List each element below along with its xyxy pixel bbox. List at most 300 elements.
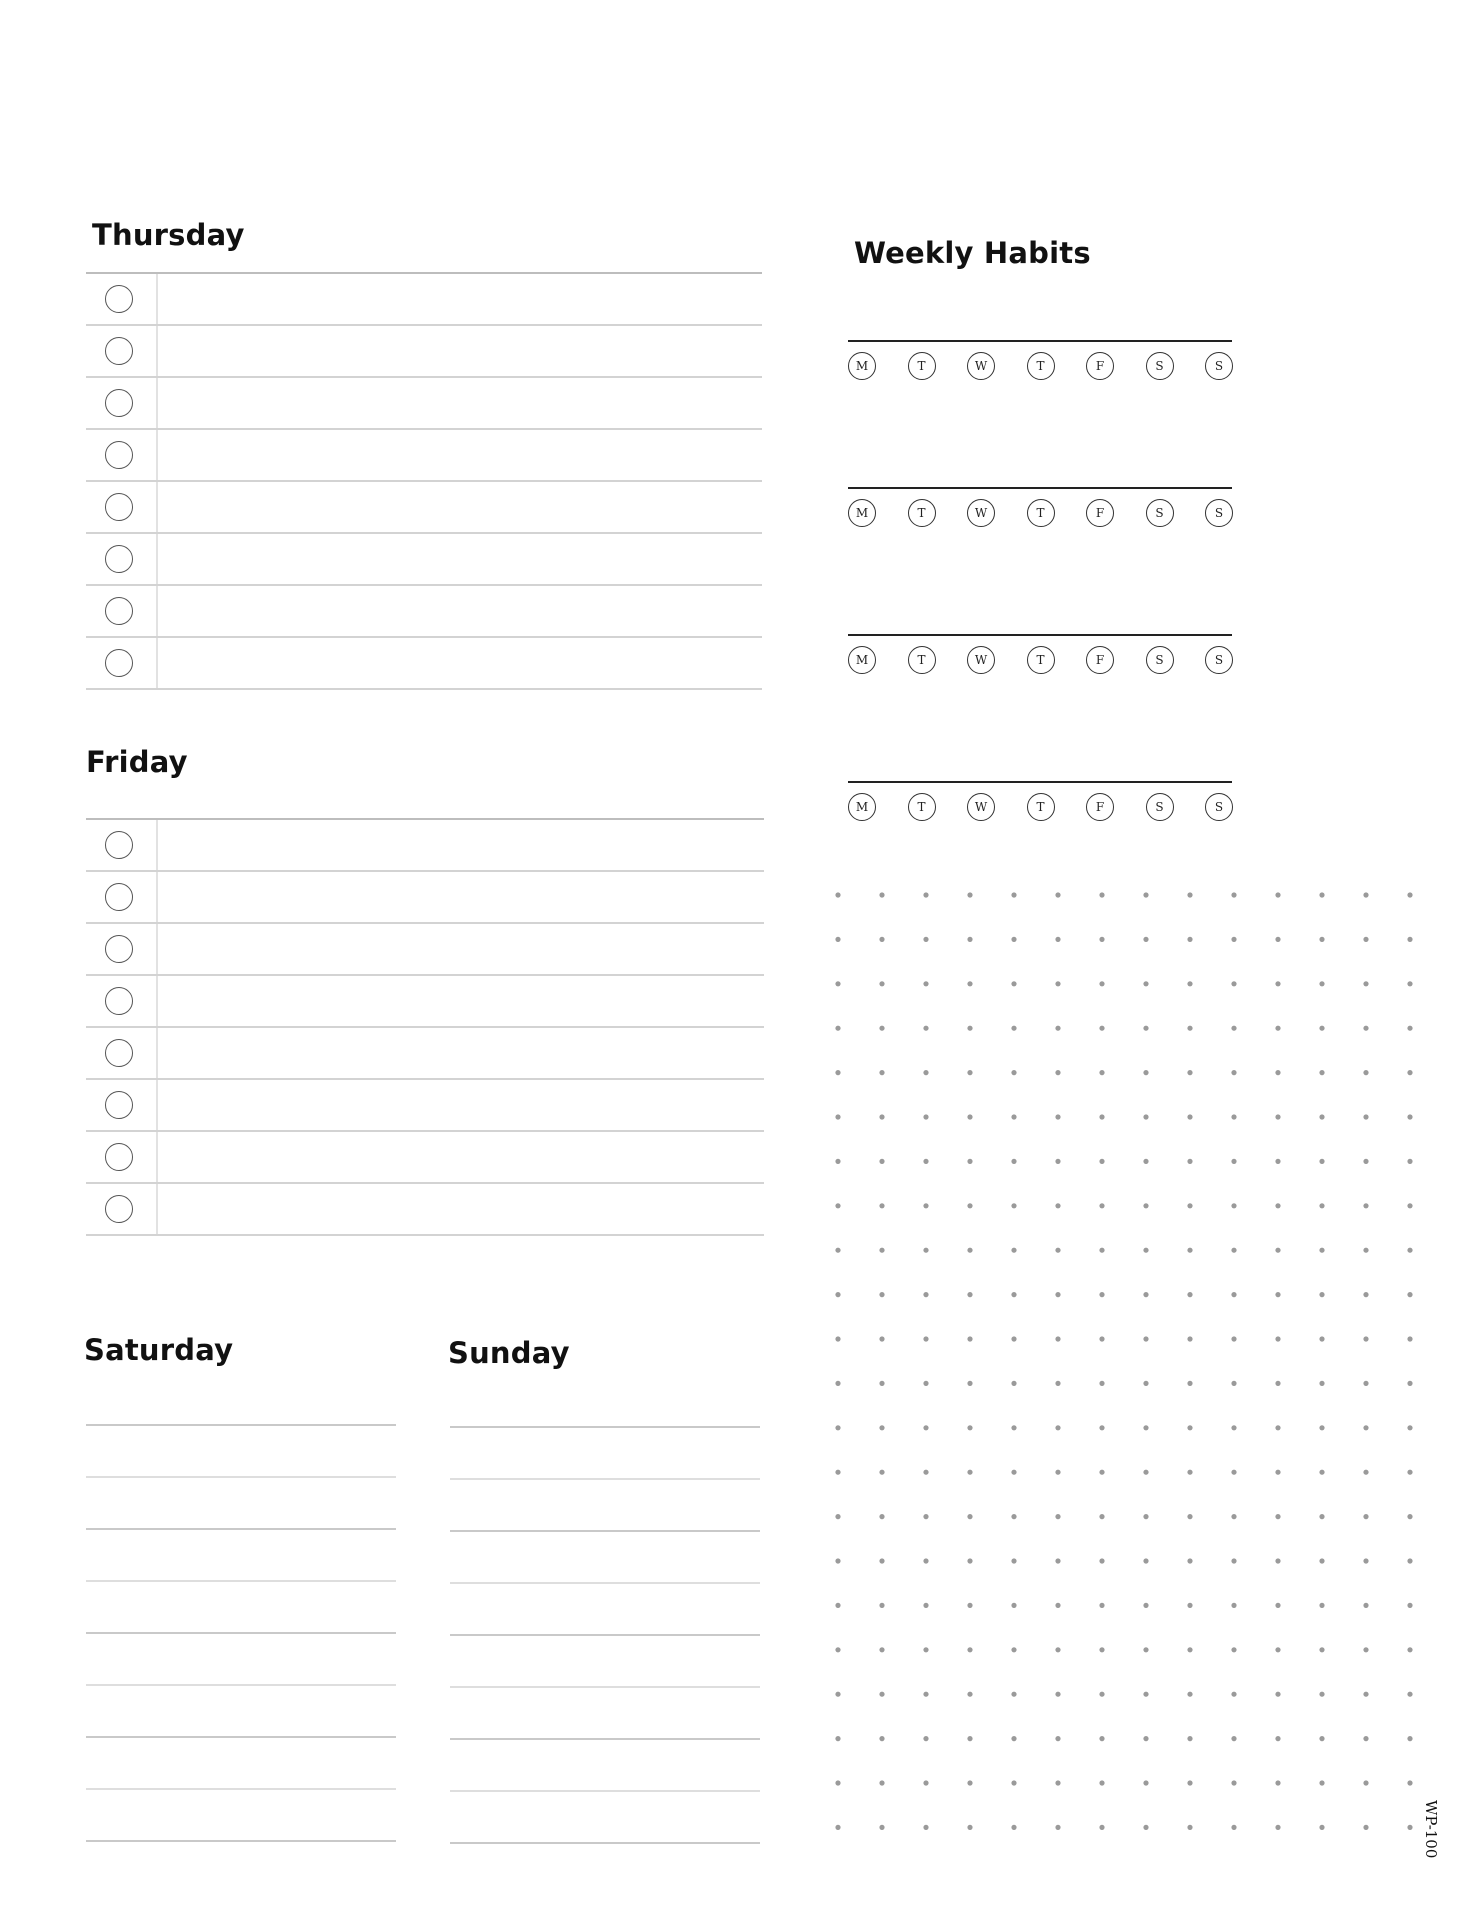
grid-dot (1143, 937, 1148, 942)
grid-dot (1143, 1514, 1148, 1519)
grid-dot (1319, 1248, 1324, 1253)
friday-heading: Friday (86, 745, 188, 779)
habit-day-circle[interactable]: M (848, 793, 876, 821)
grid-dot (835, 1780, 840, 1785)
grid-dot (967, 1736, 972, 1741)
habit-day-circle[interactable]: W (967, 646, 995, 674)
grid-dot (1099, 1558, 1104, 1563)
grid-dot (1363, 1381, 1368, 1386)
habit-name-line[interactable] (848, 487, 1232, 489)
grid-dot (879, 1070, 884, 1075)
grid-dot (967, 1825, 972, 1830)
habit-day-circle[interactable]: T (1027, 793, 1055, 821)
thursday-task-checkbox[interactable] (105, 337, 133, 365)
grid-dot (1363, 1558, 1368, 1563)
grid-dot (1187, 1647, 1192, 1652)
grid-dot (1363, 937, 1368, 942)
friday-task-checkbox[interactable] (105, 1195, 133, 1223)
habit-day-circle[interactable]: S (1146, 793, 1174, 821)
grid-dot (1055, 1336, 1060, 1341)
thursday-task-row[interactable] (86, 430, 762, 482)
grid-dot (1231, 1248, 1236, 1253)
grid-dot (1407, 1292, 1412, 1297)
grid-dot (1187, 1425, 1192, 1430)
grid-dot (1055, 981, 1060, 986)
grid-dot (1099, 1425, 1104, 1430)
grid-dot (1187, 1203, 1192, 1208)
grid-dot (967, 1470, 972, 1475)
grid-dot (1011, 1026, 1016, 1031)
grid-dot (967, 1203, 972, 1208)
thursday-task-checkbox[interactable] (105, 597, 133, 625)
grid-dot (1231, 1780, 1236, 1785)
grid-dot (1143, 1070, 1148, 1075)
grid-dot (1319, 892, 1324, 897)
saturday-heading: Saturday (84, 1333, 234, 1367)
grid-dot (1143, 1736, 1148, 1741)
grid-dot (879, 1736, 884, 1741)
grid-dot (1319, 1825, 1324, 1830)
grid-dot (835, 1558, 840, 1563)
saturday-writing-line (86, 1840, 396, 1842)
grid-dot (1055, 1780, 1060, 1785)
grid-dot (1099, 1026, 1104, 1031)
page-code-label: WP-100 (1422, 1800, 1440, 1859)
grid-dot (1407, 892, 1412, 897)
thursday-task-row[interactable] (86, 638, 762, 690)
grid-dot (1319, 1470, 1324, 1475)
grid-dot (1407, 981, 1412, 986)
grid-dot (1231, 981, 1236, 986)
grid-dot (1011, 1425, 1016, 1430)
grid-dot (1363, 981, 1368, 986)
grid-dot (967, 1381, 972, 1386)
habit-day-circle[interactable]: W (967, 352, 995, 380)
sunday-writing-line (450, 1426, 760, 1428)
grid-dot (1231, 1159, 1236, 1164)
grid-dot (1363, 1026, 1368, 1031)
grid-dot (1011, 1470, 1016, 1475)
saturday-writing-line (86, 1736, 396, 1738)
grid-dot (1407, 1159, 1412, 1164)
thursday-task-row[interactable] (86, 378, 762, 430)
grid-dot (1231, 1203, 1236, 1208)
grid-dot (1099, 1825, 1104, 1830)
grid-dot (879, 1336, 884, 1341)
grid-dot (1231, 1381, 1236, 1386)
habit-day-circle[interactable]: F (1086, 352, 1114, 380)
sunday-writing-line (450, 1686, 760, 1688)
thursday-task-row[interactable] (86, 534, 762, 586)
grid-dot (1231, 1114, 1236, 1119)
friday-task-row[interactable] (86, 1080, 764, 1132)
grid-dot (1011, 1825, 1016, 1830)
sunday-writing-line (450, 1842, 760, 1844)
grid-dot (1011, 1514, 1016, 1519)
grid-dot (1231, 1336, 1236, 1341)
grid-dot (1099, 1070, 1104, 1075)
grid-dot (967, 1425, 972, 1430)
sunday-writing-line (450, 1478, 760, 1480)
habit-day-circle[interactable]: S (1146, 352, 1174, 380)
friday-task-list (86, 818, 764, 1234)
thursday-task-row[interactable] (86, 274, 762, 326)
grid-dot (1319, 1114, 1324, 1119)
grid-dot (1187, 892, 1192, 897)
friday-task-checkbox[interactable] (105, 1143, 133, 1171)
grid-dot (1275, 1736, 1280, 1741)
grid-dot (1363, 1336, 1368, 1341)
grid-dot (1143, 981, 1148, 986)
grid-dot (923, 892, 928, 897)
grid-dot (1055, 1292, 1060, 1297)
grid-dot (1319, 1647, 1324, 1652)
grid-dot (967, 1603, 972, 1608)
saturday-notes-area[interactable] (86, 1424, 396, 1844)
habit-day-circle[interactable]: T (1027, 646, 1055, 674)
grid-dot (1275, 1470, 1280, 1475)
grid-dot (1407, 1470, 1412, 1475)
grid-dot (879, 937, 884, 942)
grid-dot (1319, 981, 1324, 986)
habit-day-circle[interactable]: M (848, 646, 876, 674)
grid-dot (835, 1381, 840, 1386)
grid-dot (1275, 937, 1280, 942)
grid-dot (1319, 1070, 1324, 1075)
grid-dot (1319, 1425, 1324, 1430)
grid-dot (1187, 1159, 1192, 1164)
grid-dot (1143, 1825, 1148, 1830)
habit-row (848, 781, 1232, 831)
grid-dot (879, 1203, 884, 1208)
grid-dot (1275, 1248, 1280, 1253)
friday-task-row[interactable] (86, 1184, 764, 1236)
saturday-writing-line (86, 1684, 396, 1686)
grid-dot (1055, 1647, 1060, 1652)
habit-name-line[interactable] (848, 781, 1232, 783)
grid-dot (1099, 892, 1104, 897)
grid-dot (1407, 1692, 1412, 1697)
grid-dot (967, 937, 972, 942)
grid-dot (1055, 1114, 1060, 1119)
grid-dot (879, 1159, 884, 1164)
habit-day-circle[interactable]: T (1027, 352, 1055, 380)
thursday-task-checkbox[interactable] (105, 649, 133, 677)
habit-day-circle[interactable]: W (967, 499, 995, 527)
grid-dot (967, 1514, 972, 1519)
grid-dot (1363, 1248, 1368, 1253)
friday-task-row[interactable] (86, 820, 764, 872)
grid-dot (1363, 1114, 1368, 1119)
grid-dot (1407, 937, 1412, 942)
habit-day-circle[interactable]: S (1205, 499, 1233, 527)
grid-dot (1363, 1603, 1368, 1608)
habit-day-circle[interactable]: T (908, 793, 936, 821)
grid-dot (1319, 1780, 1324, 1785)
grid-dot (1275, 981, 1280, 986)
habit-day-circle[interactable]: T (908, 352, 936, 380)
habit-day-circle[interactable]: T (1027, 499, 1055, 527)
grid-dot (1099, 1603, 1104, 1608)
grid-dot (1407, 1558, 1412, 1563)
grid-dot (1407, 1248, 1412, 1253)
grid-dot (1187, 1470, 1192, 1475)
grid-dot (1275, 1070, 1280, 1075)
grid-dot (1055, 1736, 1060, 1741)
grid-dot (1363, 1203, 1368, 1208)
grid-dot (1231, 1425, 1236, 1430)
habit-name-line[interactable] (848, 340, 1232, 342)
grid-dot (1275, 1692, 1280, 1697)
grid-dot (1055, 1248, 1060, 1253)
grid-dot (1187, 1381, 1192, 1386)
grid-dot (1055, 1603, 1060, 1608)
grid-dot (879, 981, 884, 986)
grid-dot (1363, 1159, 1368, 1164)
grid-dot (1275, 1603, 1280, 1608)
grid-dot (1011, 1692, 1016, 1697)
grid-dot (1363, 1780, 1368, 1785)
grid-dot (923, 1558, 928, 1563)
grid-dot (967, 981, 972, 986)
grid-dot (967, 1780, 972, 1785)
friday-task-row[interactable] (86, 872, 764, 924)
grid-dot (1143, 1381, 1148, 1386)
grid-dot (1319, 1026, 1324, 1031)
grid-dot (1231, 1603, 1236, 1608)
grid-dot (1407, 1336, 1412, 1341)
grid-dot (1011, 892, 1016, 897)
friday-task-checkbox[interactable] (105, 987, 133, 1015)
grid-dot (879, 1647, 884, 1652)
grid-dot (1231, 1470, 1236, 1475)
grid-dot (835, 1647, 840, 1652)
grid-dot (835, 1248, 840, 1253)
grid-dot (923, 1114, 928, 1119)
grid-dot (879, 1114, 884, 1119)
grid-dot (1275, 1203, 1280, 1208)
grid-dot (1011, 1558, 1016, 1563)
grid-dot (1187, 1070, 1192, 1075)
habit-day-circle[interactable]: F (1086, 646, 1114, 674)
grid-dot (1407, 1381, 1412, 1386)
grid-dot (1363, 1514, 1368, 1519)
grid-dot (1231, 1026, 1236, 1031)
grid-dot (1055, 892, 1060, 897)
grid-dot (835, 1425, 840, 1430)
friday-task-checkbox[interactable] (105, 831, 133, 859)
grid-dot (1407, 1114, 1412, 1119)
grid-dot (1099, 981, 1104, 986)
grid-dot (1231, 1292, 1236, 1297)
grid-dot (1099, 1159, 1104, 1164)
grid-dot (967, 1692, 972, 1697)
grid-dot (923, 1159, 928, 1164)
thursday-task-row[interactable] (86, 326, 762, 378)
grid-dot (923, 1780, 928, 1785)
grid-dot (1011, 1736, 1016, 1741)
grid-dot (1319, 1336, 1324, 1341)
grid-dot (1275, 1114, 1280, 1119)
friday-task-checkbox[interactable] (105, 883, 133, 911)
friday-task-row[interactable] (86, 924, 764, 976)
grid-dot (1011, 1203, 1016, 1208)
grid-dot (1011, 981, 1016, 986)
grid-dot (923, 1692, 928, 1697)
grid-dot (1407, 1736, 1412, 1741)
grid-dot (835, 1026, 840, 1031)
habit-day-circle[interactable]: S (1146, 499, 1174, 527)
grid-dot (923, 1026, 928, 1031)
grid-dot (967, 1558, 972, 1563)
friday-task-checkbox[interactable] (105, 1091, 133, 1119)
grid-dot (1099, 1114, 1104, 1119)
grid-dot (1011, 1603, 1016, 1608)
grid-dot (967, 1248, 972, 1253)
grid-dot (879, 1514, 884, 1519)
habit-day-circle[interactable]: F (1086, 499, 1114, 527)
grid-dot (1187, 1825, 1192, 1830)
friday-task-row[interactable] (86, 1132, 764, 1184)
thursday-task-row[interactable] (86, 586, 762, 638)
grid-dot (923, 981, 928, 986)
grid-dot (1187, 1248, 1192, 1253)
grid-dot (1055, 1558, 1060, 1563)
grid-dot (1143, 1603, 1148, 1608)
grid-dot (1011, 1381, 1016, 1386)
habit-row (848, 487, 1232, 537)
grid-dot (835, 1070, 840, 1075)
thursday-task-row[interactable] (86, 482, 762, 534)
grid-dot (1363, 1070, 1368, 1075)
grid-dot (1055, 1026, 1060, 1031)
habit-day-circle[interactable]: M (848, 499, 876, 527)
friday-task-row[interactable] (86, 976, 764, 1028)
grid-dot (1319, 1292, 1324, 1297)
grid-dot (1407, 1514, 1412, 1519)
grid-dot (1011, 1647, 1016, 1652)
grid-dot (1099, 1248, 1104, 1253)
grid-dot (835, 1603, 840, 1608)
grid-dot (1143, 1292, 1148, 1297)
grid-dot (1099, 1470, 1104, 1475)
grid-dot (923, 1292, 928, 1297)
grid-dot (1319, 1558, 1324, 1563)
thursday-task-checkbox[interactable] (105, 441, 133, 469)
thursday-task-checkbox[interactable] (105, 545, 133, 573)
habit-day-circle[interactable]: T (908, 499, 936, 527)
thursday-heading: Thursday (92, 218, 245, 252)
saturday-writing-line (86, 1476, 396, 1478)
grid-dot (1187, 1692, 1192, 1697)
grid-dot (1011, 1159, 1016, 1164)
grid-dot (1363, 1425, 1368, 1430)
habit-day-circle[interactable]: S (1146, 646, 1174, 674)
saturday-writing-line (86, 1632, 396, 1634)
grid-dot (1363, 1647, 1368, 1652)
habit-day-circle[interactable]: S (1205, 793, 1233, 821)
habit-row (848, 634, 1232, 684)
grid-dot (835, 892, 840, 897)
grid-dot (923, 1736, 928, 1741)
dot-grid-notes[interactable] (830, 885, 1420, 1855)
saturday-writing-line (86, 1580, 396, 1582)
friday-task-checkbox[interactable] (105, 935, 133, 963)
grid-dot (1143, 1647, 1148, 1652)
grid-dot (1187, 981, 1192, 986)
grid-dot (967, 892, 972, 897)
grid-dot (1275, 1825, 1280, 1830)
grid-dot (835, 1470, 840, 1475)
grid-dot (1319, 1203, 1324, 1208)
grid-dot (923, 1248, 928, 1253)
thursday-task-checkbox[interactable] (105, 285, 133, 313)
grid-dot (1407, 1780, 1412, 1785)
sunday-writing-line (450, 1738, 760, 1740)
sunday-writing-line (450, 1530, 760, 1532)
grid-dot (923, 1425, 928, 1430)
grid-dot (1011, 1780, 1016, 1785)
grid-dot (1231, 1647, 1236, 1652)
grid-dot (1055, 1070, 1060, 1075)
friday-task-checkbox[interactable] (105, 1039, 133, 1067)
grid-dot (1143, 1203, 1148, 1208)
grid-dot (1363, 1292, 1368, 1297)
habit-day-circle[interactable]: M (848, 352, 876, 380)
grid-dot (923, 1825, 928, 1830)
grid-dot (967, 1159, 972, 1164)
habit-day-circle[interactable]: W (967, 793, 995, 821)
grid-dot (1275, 1425, 1280, 1430)
grid-dot (1363, 1825, 1368, 1830)
sunday-writing-line (450, 1790, 760, 1792)
thursday-task-checkbox[interactable] (105, 493, 133, 521)
sunday-notes-area[interactable] (450, 1426, 760, 1846)
grid-dot (1187, 1736, 1192, 1741)
grid-dot (1099, 937, 1104, 942)
habit-day-circle[interactable]: S (1205, 646, 1233, 674)
grid-dot (879, 1780, 884, 1785)
habit-day-circle[interactable]: T (908, 646, 936, 674)
friday-task-row[interactable] (86, 1028, 764, 1080)
habit-day-circle[interactable]: S (1205, 352, 1233, 380)
grid-dot (1143, 1780, 1148, 1785)
saturday-writing-line (86, 1424, 396, 1426)
grid-dot (1143, 1248, 1148, 1253)
weekly-habits-heading: Weekly Habits (854, 236, 1091, 270)
grid-dot (1187, 1292, 1192, 1297)
grid-dot (923, 1336, 928, 1341)
grid-dot (1143, 1425, 1148, 1430)
grid-dot (967, 1292, 972, 1297)
grid-dot (1407, 1425, 1412, 1430)
grid-dot (1055, 1514, 1060, 1519)
habit-name-line[interactable] (848, 634, 1232, 636)
grid-dot (1187, 1026, 1192, 1031)
grid-dot (1011, 1248, 1016, 1253)
grid-dot (835, 1736, 840, 1741)
grid-dot (1275, 1159, 1280, 1164)
grid-dot (1055, 1470, 1060, 1475)
thursday-task-checkbox[interactable] (105, 389, 133, 417)
grid-dot (1231, 1692, 1236, 1697)
grid-dot (1319, 1381, 1324, 1386)
grid-dot (1099, 1292, 1104, 1297)
grid-dot (835, 937, 840, 942)
habit-row (848, 340, 1232, 390)
grid-dot (879, 1470, 884, 1475)
habit-day-circle[interactable]: F (1086, 793, 1114, 821)
